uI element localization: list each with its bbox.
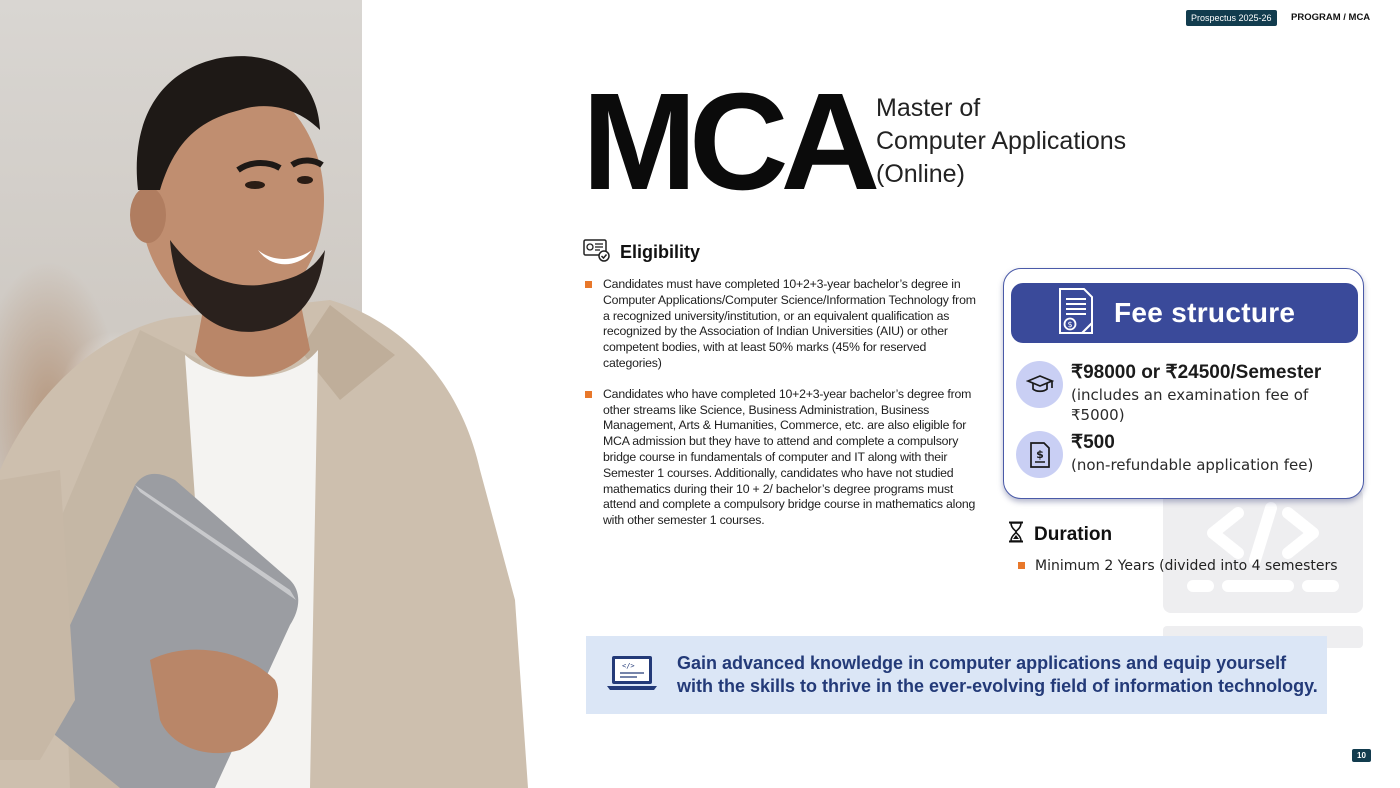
fee-structure-heading: Fee structure	[1114, 297, 1296, 328]
bullet-square	[585, 391, 592, 398]
application-fee-amount: ₹500	[1071, 432, 1115, 453]
eligibility-header	[583, 238, 700, 267]
fee-structure-banner	[1011, 283, 1358, 343]
application-fee-note: (non-refundable application fee)	[1071, 456, 1314, 474]
bullet-square	[585, 281, 592, 288]
tagline-text: Gain advanced knowledge in computer applications and equip yourself with the skills to thrive in the ever-evolving field of information technology.	[677, 653, 1318, 696]
section-label: PROGRAM / MCA	[1291, 12, 1371, 23]
program-abbr: MCA	[582, 65, 873, 219]
tuition-fee-amount: ₹98000 or ₹24500/Semester	[1071, 362, 1322, 383]
svg-text:$: $	[1035, 447, 1044, 461]
duration-heading: Duration	[1034, 523, 1113, 545]
fee-structure-card	[1003, 268, 1364, 499]
bullet-square	[1018, 562, 1025, 569]
eligibility-heading: Eligibility	[620, 242, 701, 262]
program-name-line1: Master of	[876, 94, 981, 122]
hero-photo	[0, 0, 560, 788]
tuition-fee-note: (includes an examination fee of ₹5000)	[1071, 386, 1309, 424]
laptop-code-icon	[607, 654, 657, 697]
program-name-line3: (Online)	[876, 160, 965, 188]
program-name-line2: Computer Applications	[876, 127, 1127, 155]
list-item	[584, 387, 980, 529]
tuition-fee-row	[1016, 361, 1363, 425]
program-full-name	[876, 92, 1126, 191]
prospectus-tag: Prospectus 2025-26	[1186, 10, 1277, 26]
graduation-cap-icon	[1016, 361, 1063, 408]
page-number: 10	[1352, 749, 1371, 762]
receipt-dollar-icon	[1016, 431, 1063, 478]
eligibility-list	[584, 277, 980, 544]
tagline-box	[586, 636, 1327, 714]
certificate-icon	[583, 238, 610, 267]
hourglass-icon	[1008, 521, 1024, 548]
duration-item	[1018, 558, 1338, 574]
eligibility-item-2: Candidates who have completed 10+2+3-year bachelor’s degree from other streams like Science, Business Administration, Business Management, Arts & Humanities, Commerce, etc. are also eligible for MCA admission but they have to attend and complete a compulsory bridge course in fundamentals of computer and IT along with their Semester 1 courses. Additionally, candidates who have not studied mathematics during their 10 + 2/ bachelor’s degree programs must attend and complete a compulsory bridge course in mathematics along with other semester 1 courses.	[603, 386, 976, 528]
document-dollar-icon	[1056, 287, 1096, 340]
eligibility-item-1: Candidates must have completed 10+2+3-year bachelor’s degree in Computer Applications/Computer Science/Information Technology from a recognized university/institution, or an equivalent qualification as recognized by the Association of Indian Universities (AIU) or other competent bodies, with at least 50% marks (45% for reserved categories)	[603, 277, 976, 370]
svg-text:$: $	[1067, 319, 1073, 329]
application-fee-row	[1016, 431, 1313, 478]
duration-text: Minimum 2 Years (divided into 4 semesters	[1035, 558, 1338, 574]
duration-header	[1008, 521, 1112, 548]
list-item	[584, 277, 980, 372]
svg-text:</>: </>	[622, 661, 635, 670]
